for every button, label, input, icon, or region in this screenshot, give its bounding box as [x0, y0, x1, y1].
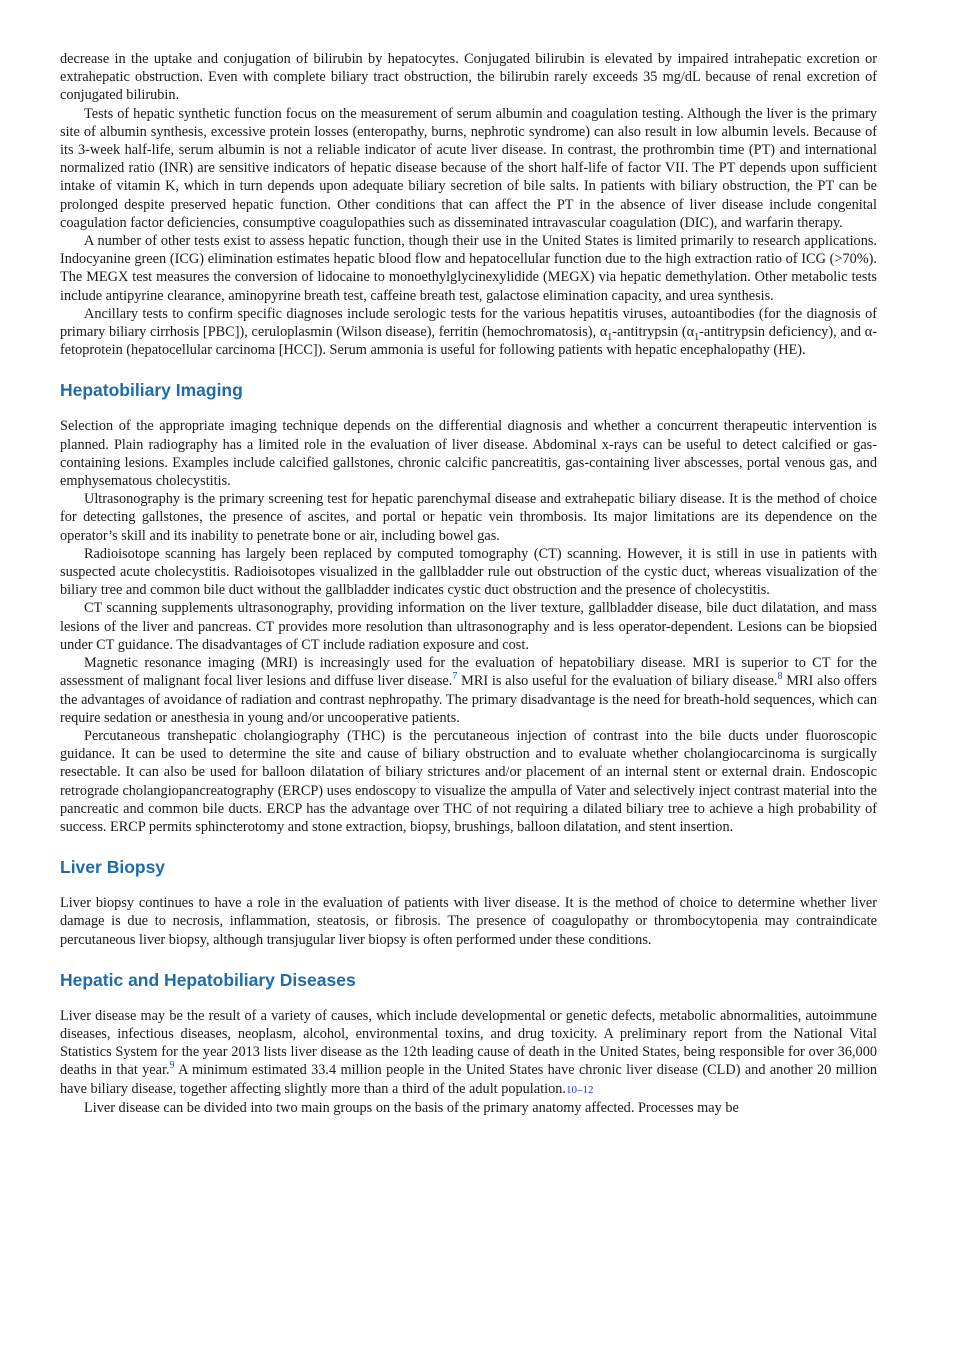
reference-link[interactable]: 10–12 [565, 1083, 594, 1096]
intro-paragraph-2: Tests of hepatic synthetic function focus on the measurement of serum albumin and coagulation testing. Although the liver is the primary site of albumin synthesis, excessive protein losses (enteropathy, burns, nephrotic syndrome) can also result in low albumin levels. Because of its 3-week half-life, serum albumin is not a reliable indicator of acute liver disease. In contrast, the prothrombin time (PT) and international normalized ratio (INR) are sensitive indicators of hepatic disease because of the short half-life of factor VII. The PT depends upon sufficient intake of vitamin K, which in turn depends upon adequate biliary secretion of bile salts. In patients with biliary obstruction, the PT can be prolonged despite preserved hepatic function. Other conditions that can affect the PT in the absence of liver disease include congenital coagulation factor deficiencies, consumptive coagulopathies such as disseminated intravascular coagulation (DIC), and warfarin therapy. [60, 105, 877, 231]
text-run: -antitrypsin deficiency), and α-fetoprotein (hepatocellular carcinoma [HCC]). Serum ammonia is useful for following patients with hepatic encephalopathy (HE). [60, 324, 877, 359]
intro-paragraph-3: A number of other tests exist to assess hepatic function, though their use in the United States is limited primarily to research applications. Indocyanine green (ICG) elimination estimates hepatic blood flow and hepatocellular function due to the high extraction ratio of ICG (>70%). The MEGX test measures the conversion of lidocaine to monoethylglycinexylidide (MEGX) via hepatic demethylation. Other metabolic tests include antipyrine clearance, aminopyrine breath test, caffeine breath test, galactose elimination capacity, and urea synthesis. [60, 233, 877, 304]
text-run: A minimum estimated 33.4 million people in the United States have chronic liver disease (CLD) and another 20 million have biliary disease, together affecting slightly more than a third of the adult population. [60, 1062, 877, 1097]
diseases-paragraph-2: Liver disease can be divided into two main groups on the basis of the primary anatomy affected. Processes may be [84, 1099, 739, 1116]
reference-link[interactable]: 7 [452, 671, 458, 683]
subscript: 1 [694, 331, 700, 343]
biopsy-paragraph-1: Liver biopsy continues to have a role in the evaluation of patients with liver disease. It is the method of choice to determine whether liver damage is due to necrosis, inflammation, steatosis, or fibrosis. The presence of coagulopathy or thrombocytopenia may contraindicate percutaneous liver biopsy, although transjugular liver biopsy is often performed under these conditions. [60, 895, 877, 948]
text-run: Liver disease may be the result of a variety of causes, which include developmental or genetic defects, metabolic abnormalities, autoimmune diseases, infectious diseases, neoplasm, alcohol, environmental toxins, and drug toxicity. A preliminary report from the National Vital Statistics System for the year 2013 lists liver disease as the 12th leading cause of death in the United States, being responsible for over 36,000 deaths in that year. [60, 1007, 877, 1079]
imaging-paragraph-6: Percutaneous transhepatic cholangiography (THC) is the percutaneous injection of contrast into the bile ducts under fluoroscopic guidance. It can be used to determine the site and cause of biliary obstruction and to evaluate whether cholangiocarcinoma is surgically resectable. It can also be used for balloon dilatation of biliary strictures and/or placement of an internal stent or external drain. Endoscopic retrograde cholangiopancreatography (ERCP) uses endoscopy to visualize the ampulla of Vater and selectively inject contrast material into the pancreatic and common bile ducts. ERCP has the advantage over THC of not requiring a dilated biliary tree to achieve a high probability of success. ERCP permits sphincterotomy and stone extraction, biopsy, brushings, balloon dilatation, and stent insertion. [60, 727, 877, 835]
imaging-paragraph-3: Radioisotope scanning has largely been replaced by computed tomography (CT) scanning. However, it is still in use in patients with suspected acute cholecystitis. Radioisotopes visualized in the gallbladder rule out obstruction of the cystic duct, whereas visualization of the biliary tree and common bile duct without the gallbladder indicates cystic duct obstruction and the presence of cholecystitis. [60, 545, 877, 599]
text-run: MRI is also useful for the evaluation of biliary disease. [457, 673, 778, 690]
text-run: MRI also offers the advantages of avoidance of radiation and contrast nephropathy. The primary disadvantage is the need for breath-hold sequences, which can require sedation or anesthesia in young and/or uncooperative patients. [60, 673, 877, 726]
section-heading-imaging: Hepatobiliary Imaging [60, 380, 243, 401]
document-page [60, 50, 877, 1117]
section-heading-biopsy: Liver Biopsy [60, 857, 166, 878]
imaging-paragraph-2: Ultrasonography is the primary screening test for hepatic parenchymal disease and extrahepatic biliary disease. It is the method of choice for detecting gallstones, the presence of ascites, and portal or hepatic vein thrombosis. Its major limitations are its dependence on the operator’s skill and its inability to penetrate bone or air, including bowel gas. [60, 491, 877, 544]
reference-link[interactable]: 8 [777, 671, 783, 683]
intro-paragraph-1: decrease in the uptake and conjugation of bilirubin by hepatocytes. Conjugated bilirubin is elevated by impaired intrahepatic excretion or extrahepatic obstruction. Even with complete biliary tract obstruction, the bilirubin rarely exceeds 35 mg/dL because of renal excretion of conjugated bilirubin. [60, 51, 877, 104]
text-run: Ancillary tests to confirm specific diagnoses include serologic tests for the various hepatitis viruses, autoantibodies (for the diagnosis of primary biliary cirrhosis [PBC]), ceruloplasmin (Wilson disease), ferritin (hemochromatosis), α [60, 305, 877, 341]
reference-link[interactable]: 9 [169, 1060, 175, 1072]
diseases-paragraph-1 [60, 1007, 877, 1099]
text-run: Magnetic resonance imaging (MRI) is increasingly used for the evaluation of hepatobiliary disease. MRI is superior to CT for the assessment of malignant focal liver lesions and diffuse liver disease. [60, 655, 877, 690]
imaging-paragraph-4: CT scanning supplements ultrasonography, providing information on the liver texture, gallbladder disease, bile duct dilatation, and mass lesions of the liver and pancreas. CT provides more resolution than ultrasonography and is less operator-dependent. Lesions can be biopsied under CT guidance. The disadvantages of CT include radiation exposure and cost. [60, 600, 877, 653]
subscript: 1 [607, 331, 613, 343]
imaging-paragraph-5 [60, 654, 877, 727]
intro-paragraph-4 [60, 305, 877, 360]
section-heading-diseases: Hepatic and Hepatobiliary Diseases [60, 969, 356, 990]
text-run: -antitrypsin (α [612, 324, 695, 341]
imaging-paragraph-1: Selection of the appropriate imaging technique depends on the differential diagnosis and whether a concurrent therapeutic intervention is planned. Plain radiography has a limited role in the evaluation of liver disease. Abdominal x-rays can be useful to detect calcified or gas-containing lesions. Examples include calcified gallstones, chronic calcific pancreatitis, gas-containing liver abscesses, portal venous gas, and emphysematous cholecystitis. [60, 418, 877, 490]
